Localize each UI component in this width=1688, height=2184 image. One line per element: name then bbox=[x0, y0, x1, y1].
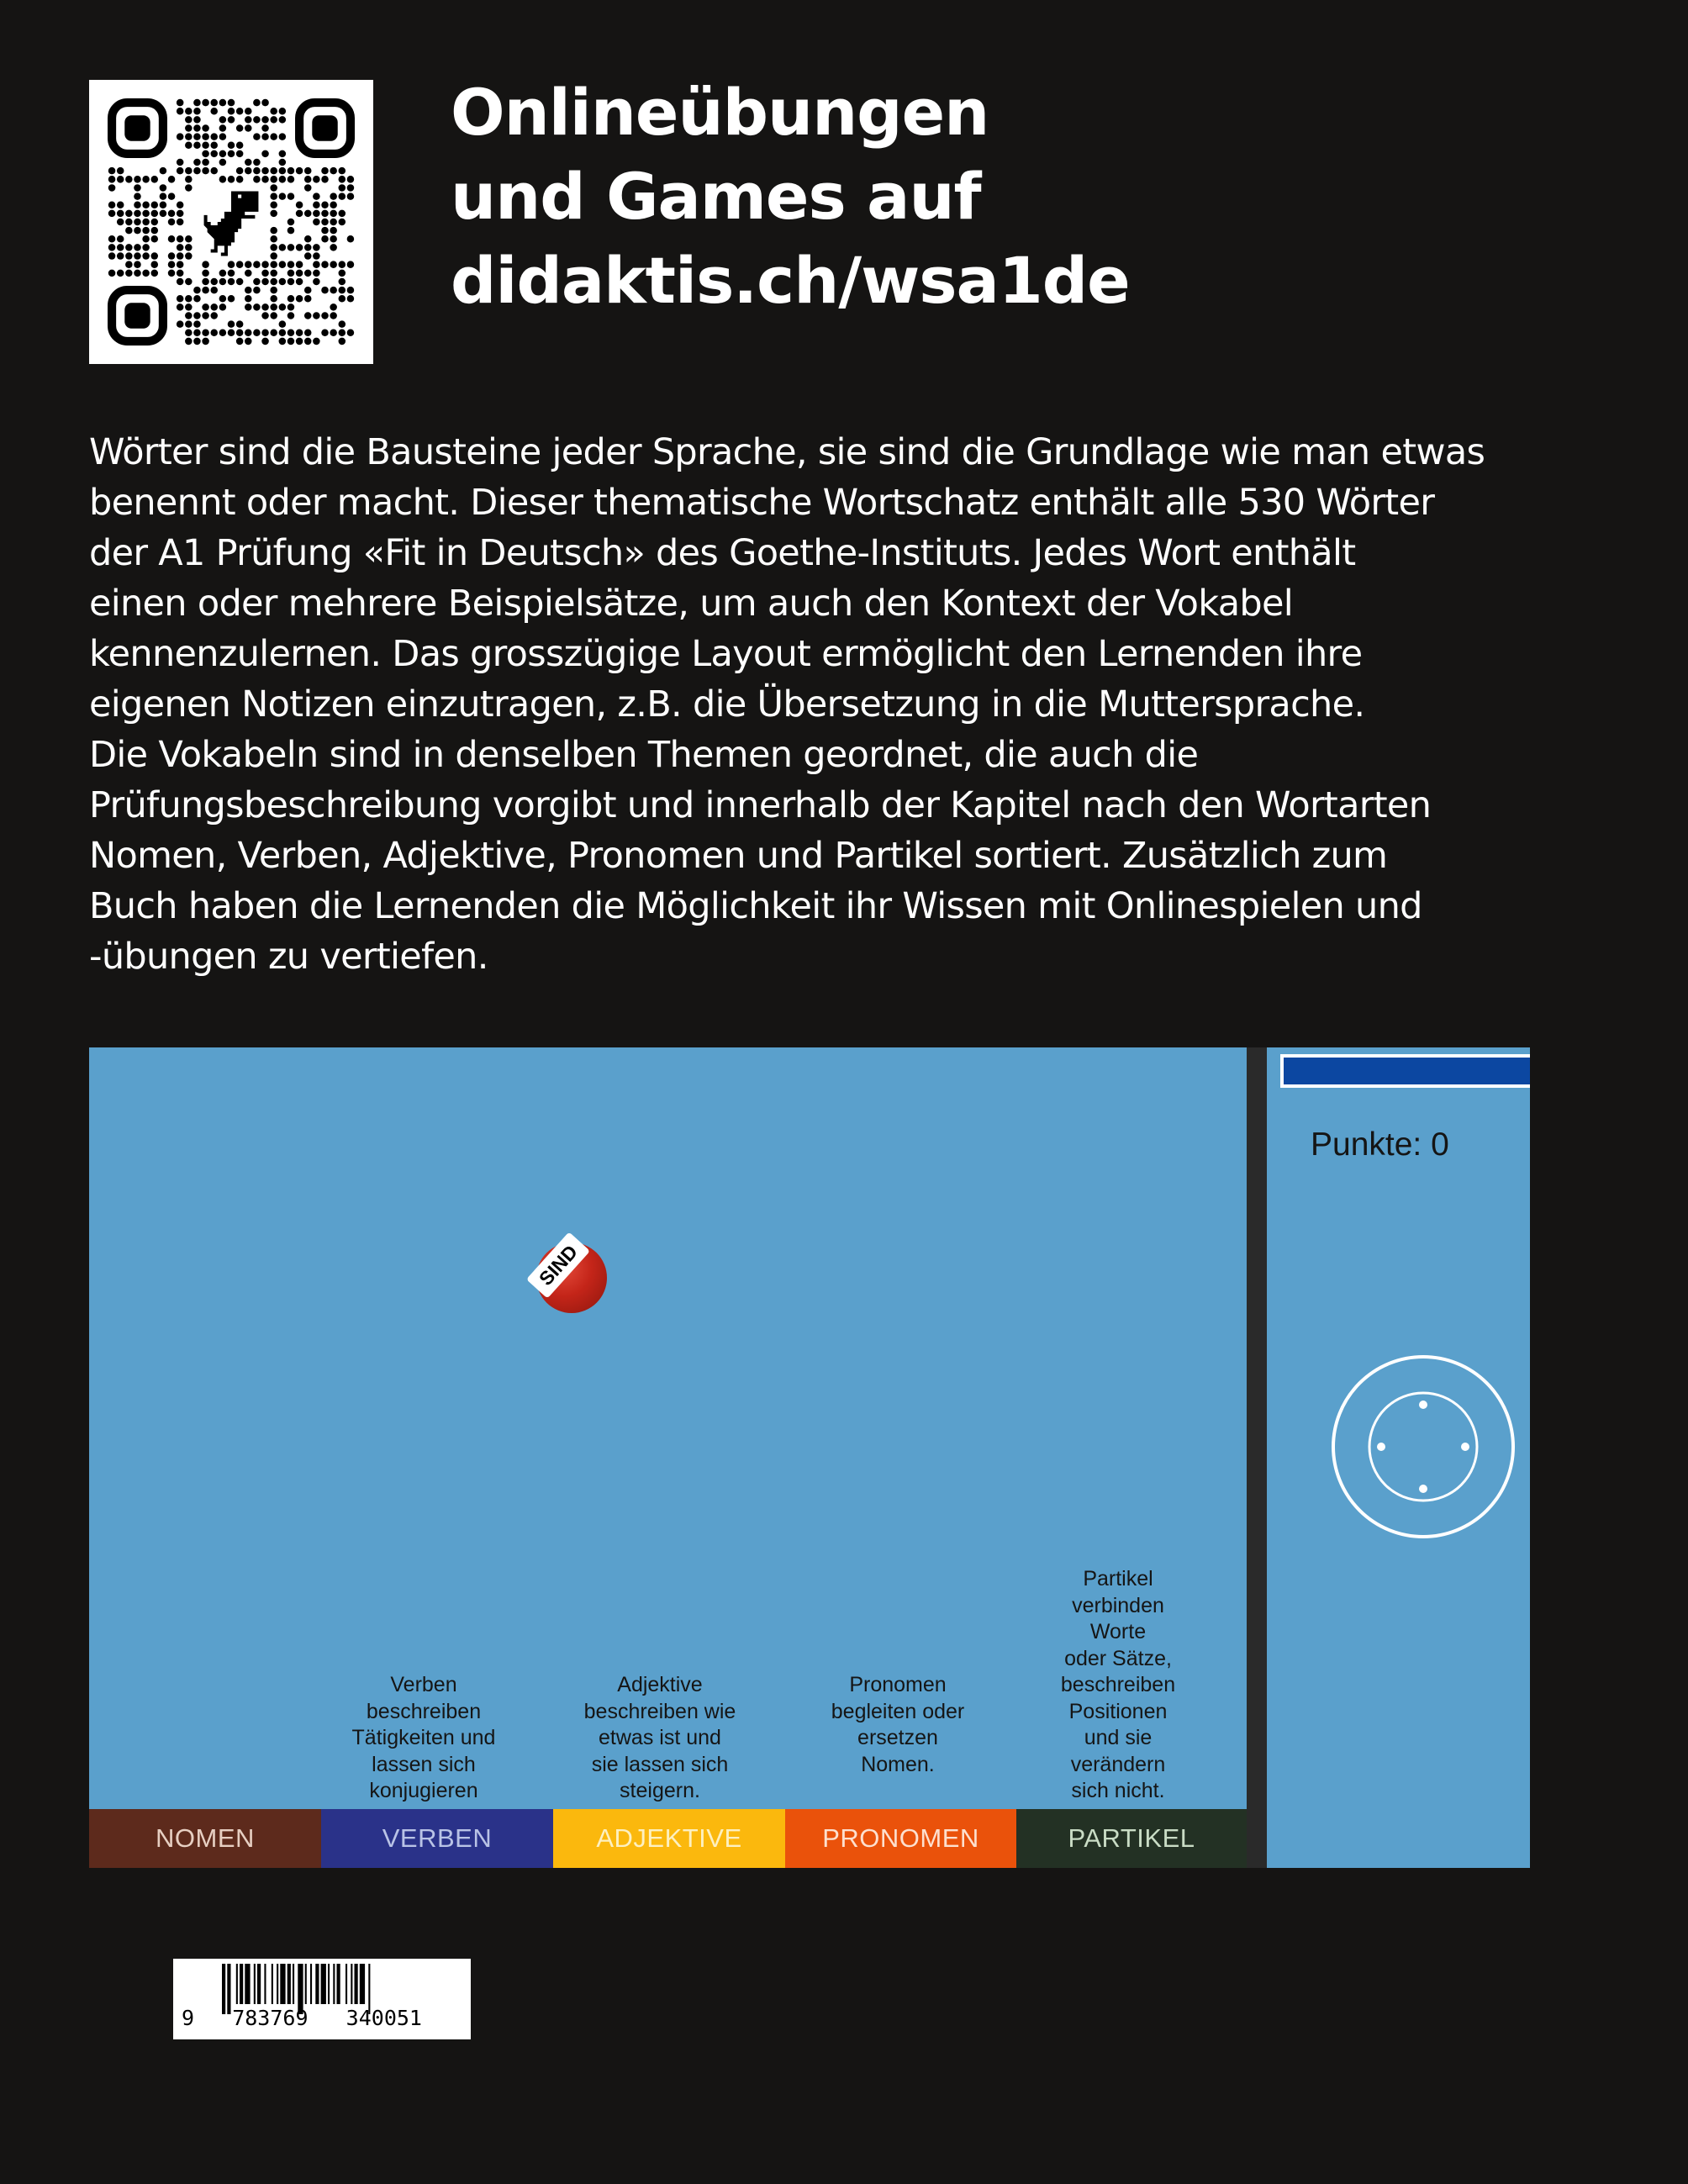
description-line: oder Sätze, bbox=[1064, 1646, 1172, 1670]
ball-word-label: SIND bbox=[526, 1232, 590, 1298]
headline-link-line[interactable]: didaktis.ch/wsa1de bbox=[451, 243, 1130, 318]
qr-code[interactable] bbox=[89, 80, 373, 364]
description-line: etwas ist und bbox=[599, 1726, 721, 1749]
category-label: PRONOMEN bbox=[822, 1823, 979, 1853]
description-line: Worte bbox=[1089, 1620, 1147, 1643]
category-label: ADJEKTIVE bbox=[596, 1823, 742, 1853]
description-line: Positionen bbox=[1068, 1699, 1168, 1723]
description-line: Prüfungsbeschreibung vorgibt und innerhalb der Kapitel nach den Wortarten bbox=[89, 784, 1432, 826]
progress-bar bbox=[1280, 1054, 1530, 1088]
category-bar bbox=[89, 1809, 1247, 1868]
category-pronomen[interactable] bbox=[785, 1809, 1016, 1868]
description-line: Wörter sind die Bausteine jeder Sprache, sie sind die Grundlage wie man etwas bbox=[89, 431, 1485, 473]
description-line: beschreiben bbox=[366, 1699, 482, 1723]
isbn-barcode bbox=[173, 1959, 471, 2039]
description-line: begleiten oder bbox=[831, 1699, 965, 1723]
dinosaur-icon bbox=[204, 192, 259, 256]
description-line: lassen sich bbox=[372, 1752, 476, 1776]
description-line: ersetzen bbox=[857, 1726, 938, 1749]
description-line: verbinden bbox=[1072, 1593, 1164, 1617]
description-line: Nomen. bbox=[861, 1752, 935, 1776]
description-line: Nomen, Verben, Adjektive, Pronomen und Partikel sortiert. Zusätzlich zum bbox=[89, 835, 1388, 877]
description-line: sich nicht. bbox=[1071, 1779, 1165, 1802]
description-line: der A1 Prüfung «Fit in Deutsch» des Goethe-Instituts. Jedes Wort enthält bbox=[89, 532, 1356, 574]
category-label: NOMEN bbox=[156, 1823, 255, 1853]
description-line: beschreiben wie bbox=[583, 1699, 736, 1723]
description-line: steigern. bbox=[620, 1779, 700, 1802]
game-field[interactable] bbox=[89, 1047, 1247, 1868]
description-line: Die Vokabeln sind in denselben Themen geordnet, die auch die bbox=[89, 734, 1199, 776]
description-line: sie lassen sich bbox=[591, 1752, 729, 1776]
category-label: PARTIKEL bbox=[1068, 1823, 1195, 1853]
word-ball[interactable] bbox=[530, 1236, 605, 1311]
category-nomen[interactable] bbox=[89, 1809, 321, 1868]
progress-bar-fill bbox=[1284, 1058, 1530, 1084]
description-line: Tätigkeiten und bbox=[351, 1726, 496, 1749]
description-line: benennt oder macht. Dieser thematische Wortschatz enthält alle 530 Wörter bbox=[89, 482, 1435, 524]
headline-line: Onlineübungen bbox=[451, 75, 989, 150]
description-line: verändern bbox=[1070, 1752, 1166, 1776]
panel-divider bbox=[1247, 1047, 1267, 1868]
description-line: -übungen zu vertiefen. bbox=[89, 936, 488, 978]
side-panel bbox=[1267, 1047, 1530, 1868]
joystick-icon[interactable] bbox=[1329, 1353, 1517, 1541]
verben-description bbox=[319, 1672, 529, 1805]
headline bbox=[451, 71, 1130, 323]
category-label: VERBEN bbox=[382, 1823, 493, 1853]
description-line: Verben bbox=[390, 1673, 457, 1696]
description-line: kennenzulernen. Das grosszügige Layout ermöglicht den Lernenden ihre bbox=[89, 633, 1363, 675]
description-text bbox=[89, 427, 1569, 982]
description-line: Pronomen bbox=[849, 1673, 947, 1696]
qr-code-graphic bbox=[108, 98, 355, 346]
description-line: und sie bbox=[1084, 1726, 1153, 1749]
pronomen-description bbox=[793, 1672, 1003, 1778]
category-verben[interactable] bbox=[321, 1809, 553, 1868]
adjektive-description bbox=[555, 1672, 765, 1805]
description-line: beschreiben bbox=[1060, 1673, 1176, 1696]
category-adjektive[interactable] bbox=[553, 1809, 785, 1868]
barcode-digits: 9 783769 340051 bbox=[182, 2006, 422, 2030]
score-label: Punkte: 0 bbox=[1311, 1126, 1449, 1163]
category-partikel[interactable] bbox=[1016, 1809, 1247, 1868]
headline-line: und Games auf bbox=[451, 159, 981, 234]
partikel-description bbox=[1013, 1566, 1223, 1805]
description-line: Buch haben die Lernenden die Möglichkeit ihr Wissen mit Onlinespielen und bbox=[89, 885, 1422, 927]
description-line: einen oder mehrere Beispielsätze, um auch den Kontext der Vokabel bbox=[89, 583, 1293, 625]
description-line: Partikel bbox=[1083, 1567, 1153, 1591]
game-screenshot bbox=[89, 1047, 1530, 1868]
description-line: konjugieren bbox=[369, 1779, 478, 1802]
description-line: eigenen Notizen einzutragen, z.B. die Übersetzung in die Muttersprache. bbox=[89, 683, 1365, 725]
description-line: Adjektive bbox=[617, 1673, 703, 1696]
